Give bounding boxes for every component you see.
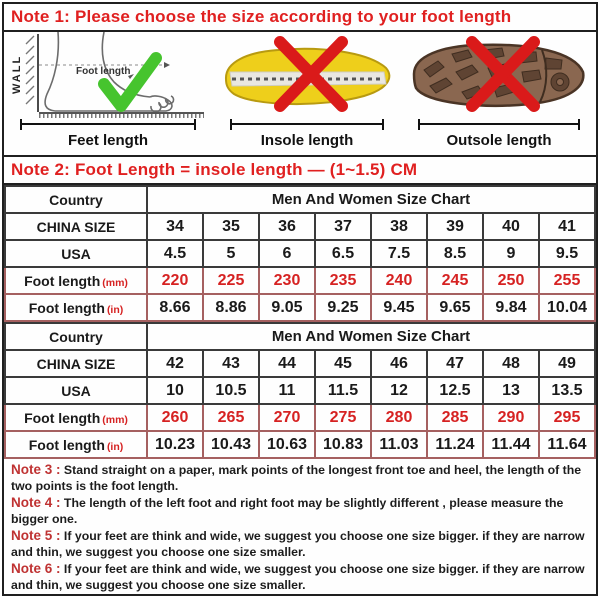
note-item xyxy=(11,528,589,560)
size-value-cell: 38 xyxy=(371,213,427,240)
size-value-cell: 9 xyxy=(483,240,539,267)
feet-length-panel xyxy=(4,32,212,155)
size-table-row xyxy=(5,350,595,377)
outsole-length-bracket xyxy=(418,119,580,130)
note-item xyxy=(11,561,589,593)
feet-length-caption: Feet length xyxy=(67,132,148,149)
size-value-cell: 275 xyxy=(315,404,371,431)
size-value-cell: 295 xyxy=(539,404,595,431)
size-value-cell: 245 xyxy=(427,267,483,294)
size-value-cell: 10.5 xyxy=(203,377,259,404)
size-value-cell: 6.5 xyxy=(315,240,371,267)
note1-banner xyxy=(4,4,596,32)
size-value-cell: 12.5 xyxy=(427,377,483,404)
row-label-cell xyxy=(5,431,147,458)
size-value-cell: 9.5 xyxy=(539,240,595,267)
size-value-cell: 47 xyxy=(427,350,483,377)
row-unit-label: (mm) xyxy=(102,413,128,426)
size-value-cell: 240 xyxy=(371,267,427,294)
size-value-cell: 10.23 xyxy=(147,431,203,458)
size-value-cell: 13.5 xyxy=(539,377,595,404)
row-label-cell xyxy=(5,350,147,377)
size-value-cell: 10.63 xyxy=(259,431,315,458)
size-value-cell: 45 xyxy=(315,350,371,377)
size-value-cell: 11.5 xyxy=(315,377,371,404)
size-chart-title-cell: Men And Women Size Chart xyxy=(147,186,595,213)
size-value-cell: 11 xyxy=(259,377,315,404)
size-value-cell: 44 xyxy=(259,350,315,377)
row-unit-label: (in) xyxy=(106,303,124,316)
row-unit-label: (in) xyxy=(106,440,124,453)
size-value-cell: 260 xyxy=(147,404,203,431)
insole-length-bracket xyxy=(230,119,384,130)
size-value-cell: 35 xyxy=(203,213,259,240)
size-value-cell: 46 xyxy=(371,350,427,377)
size-value-cell: 10.04 xyxy=(539,294,595,321)
size-value-cell: 7.5 xyxy=(371,240,427,267)
outsole-image xyxy=(406,32,592,118)
note2-banner xyxy=(4,157,596,185)
foot-wall-sketch xyxy=(8,32,208,118)
size-value-cell: 13 xyxy=(483,377,539,404)
note-text: The length of the left foot and right foot may be slightly different , please measure the bigger one. xyxy=(11,496,564,526)
size-value-cell: 9.25 xyxy=(315,294,371,321)
row-label: Foot length xyxy=(24,272,101,289)
size-table-header-row xyxy=(5,186,595,213)
size-table-row xyxy=(5,240,595,267)
size-value-cell: 40 xyxy=(483,213,539,240)
size-value-cell: 49 xyxy=(539,350,595,377)
size-table-lower xyxy=(4,322,596,459)
size-value-cell: 265 xyxy=(203,404,259,431)
outsole-length-caption: Outsole length xyxy=(446,132,552,149)
size-table-header-row xyxy=(5,323,595,350)
row-label: Foot length xyxy=(28,299,105,316)
size-value-cell: 4.5 xyxy=(147,240,203,267)
row-label: Foot length xyxy=(24,409,101,426)
size-chart-title-cell: Men And Women Size Chart xyxy=(147,323,595,350)
size-value-cell: 8.5 xyxy=(427,240,483,267)
size-value-cell: 8.66 xyxy=(147,294,203,321)
row-label-cell xyxy=(5,267,147,294)
feet-length-bracket xyxy=(20,119,196,130)
country-header-cell: Country xyxy=(5,323,147,350)
notes-section xyxy=(4,459,596,593)
wall-label: WALL xyxy=(11,54,23,94)
row-label-cell xyxy=(5,240,147,267)
size-value-cell: 41 xyxy=(539,213,595,240)
size-value-cell: 280 xyxy=(371,404,427,431)
row-label: USA xyxy=(61,245,91,262)
row-unit-label: (mm) xyxy=(102,276,128,289)
size-value-cell: 9.05 xyxy=(259,294,315,321)
country-header-cell: Country xyxy=(5,186,147,213)
size-value-cell: 235 xyxy=(315,267,371,294)
size-value-cell: 270 xyxy=(259,404,315,431)
size-table-row xyxy=(5,431,595,458)
row-label: Foot length xyxy=(28,436,105,453)
size-value-cell: 285 xyxy=(427,404,483,431)
row-label: CHINA SIZE xyxy=(36,355,116,372)
size-value-cell: 10.83 xyxy=(315,431,371,458)
size-value-cell: 48 xyxy=(483,350,539,377)
note-label: Note 6 : xyxy=(11,561,61,576)
insole-image xyxy=(216,32,398,118)
size-value-cell: 255 xyxy=(539,267,595,294)
note1-text: Note 1: Please choose the size according to your foot length xyxy=(11,7,512,26)
size-table-row xyxy=(5,213,595,240)
size-table-upper xyxy=(4,185,596,322)
note-label: Note 4 : xyxy=(11,495,61,510)
size-value-cell: 34 xyxy=(147,213,203,240)
size-table-row xyxy=(5,294,595,321)
size-value-cell: 10 xyxy=(147,377,203,404)
row-label: USA xyxy=(61,382,91,399)
note-label: Note 5 : xyxy=(11,528,61,543)
size-guide-frame xyxy=(2,2,598,596)
size-value-cell: 9.65 xyxy=(427,294,483,321)
size-table-row xyxy=(5,377,595,404)
size-value-cell: 220 xyxy=(147,267,203,294)
size-value-cell: 12 xyxy=(371,377,427,404)
note-item xyxy=(11,462,589,494)
row-label-cell xyxy=(5,294,147,321)
size-table-row xyxy=(5,267,595,294)
size-value-cell: 9.84 xyxy=(483,294,539,321)
size-value-cell: 230 xyxy=(259,267,315,294)
insole-length-panel xyxy=(212,32,402,155)
size-value-cell: 250 xyxy=(483,267,539,294)
size-value-cell: 5 xyxy=(203,240,259,267)
size-table-row xyxy=(5,404,595,431)
foot-length-inner-label: Foot length xyxy=(76,66,131,77)
measurement-illustrations xyxy=(4,32,596,157)
note-text: If your feet are think and wide, we suggest you choose one size bigger. if they are narrow and thin, we suggest you choose one size smaller. xyxy=(11,562,585,592)
note2-text: Note 2: Foot Length = insole length — (1~1.5) CM xyxy=(11,160,418,179)
size-value-cell: 39 xyxy=(427,213,483,240)
size-value-cell: 36 xyxy=(259,213,315,240)
outsole-length-panel xyxy=(402,32,596,155)
size-value-cell: 43 xyxy=(203,350,259,377)
row-label-cell xyxy=(5,404,147,431)
note-label: Note 3 : xyxy=(11,462,61,477)
row-label-cell xyxy=(5,213,147,240)
size-value-cell: 42 xyxy=(147,350,203,377)
insole-length-caption: Insole length xyxy=(260,132,354,149)
size-value-cell: 37 xyxy=(315,213,371,240)
size-value-cell: 225 xyxy=(203,267,259,294)
size-value-cell: 290 xyxy=(483,404,539,431)
size-value-cell: 11.03 xyxy=(371,431,427,458)
size-value-cell: 10.43 xyxy=(203,431,259,458)
row-label: CHINA SIZE xyxy=(36,218,116,235)
size-value-cell: 6 xyxy=(259,240,315,267)
row-label-cell xyxy=(5,377,147,404)
size-value-cell: 11.24 xyxy=(427,431,483,458)
size-value-cell: 11.44 xyxy=(483,431,539,458)
note-text: If your feet are think and wide, we suggest you choose one size bigger. if they are narrow and thin, we suggest you choose one size smaller. xyxy=(11,529,585,559)
size-value-cell: 9.45 xyxy=(371,294,427,321)
size-value-cell: 8.86 xyxy=(203,294,259,321)
note-item xyxy=(11,495,589,527)
note-text: Stand straight on a paper, mark points of the longest front toe and heel, the length of the two points is the foot length. xyxy=(11,463,582,493)
size-value-cell: 11.64 xyxy=(539,431,595,458)
